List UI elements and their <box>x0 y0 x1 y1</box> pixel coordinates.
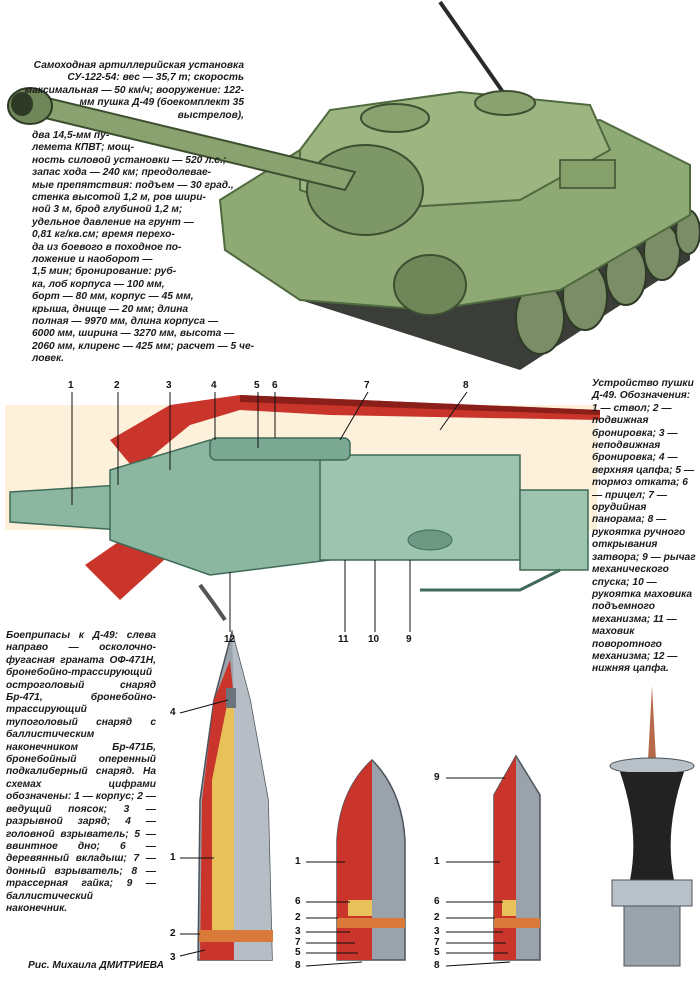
tank-caption-line: запас хода — 240 км; преодолевае- <box>32 167 212 179</box>
shell-callout: 8 <box>434 960 440 971</box>
shell3-band <box>494 918 540 928</box>
shell-callout: 5 <box>295 947 301 958</box>
tank-caption-line: полная — 9970 мм, длина корпуса — <box>32 316 219 327</box>
shell-callout: 2 <box>295 912 301 923</box>
breech-rear <box>520 490 588 570</box>
gun-caption: Устройство пушки Д-49. Обозначения: 1 — ствол; 2 — подвижная бронировка; 3 — неподвижная бронировка; 4 — верхняя цапфа; 5 — тормоз отката; 6 — прицел; 7 — орудийная панорама; 8 — рукоятка ручного открывания затвора; 9 — рычаг механического спуска; 10 — рукоятка маховика подъемного механизма; 11 — маховик поворотного механизма; 12 — нижняя цапфа. <box>592 378 696 675</box>
gun-callout: 3 <box>166 380 172 391</box>
sabot-top <box>610 758 694 774</box>
shell-callout: 9 <box>434 772 440 783</box>
shell-callout: 2 <box>434 912 440 923</box>
elevation-handwheel <box>408 530 452 550</box>
shell-callout: 1 <box>170 852 176 863</box>
gun-callout: 8 <box>463 380 469 391</box>
penetrator-tip <box>648 686 656 760</box>
shell-callout: 2 <box>170 928 176 939</box>
tank-caption-line: два 14,5-мм пу- <box>32 130 110 141</box>
shell-br-471b <box>494 756 540 960</box>
tank-caption-line: крыша, днище — 20 мм; длина <box>32 303 189 315</box>
leader-line <box>306 962 362 966</box>
ammo-caption: Боеприпасы к Д-49: слева направо — осколочно-фугасная граната ОФ-471Н, бронебойно-трассирующий остроголовый снаряд Бр-471, бронебойно-трассирующий тупоголовый снаряд с баллистическим наконечником Бр-471Б, бронебойный оперенный подкалиберный снаряд. На схемах цифрами обозначены: 1 — корпус; 2 — ведущий поясок; 3 — разрывной заряд; 4 — головной взрыватель; 5 — ввинтное дно; 6 — деревянный вкладыш; 7 — донный взрыватель; 8 — трассерная гайка; 9 — баллистический наконечник. <box>6 630 156 914</box>
mg-mount <box>475 91 535 115</box>
shell-br-471 <box>337 760 405 960</box>
fin-assembly <box>624 906 680 966</box>
shell-callout: 6 <box>295 896 301 907</box>
shell-callout: 3 <box>434 926 440 937</box>
tank-caption-line: ность силовой установки — 520 л.с.; <box>32 154 227 166</box>
gun-callout: 12 <box>224 634 236 645</box>
gun-callout: 2 <box>114 380 120 391</box>
tank-caption-line: ной 3 м, брод глубиной 1,2 м; <box>32 204 183 216</box>
shell1-band <box>199 930 273 942</box>
shell-callout: 1 <box>295 856 301 867</box>
tank-caption-line: 0,81 кг/кв.см; время перехо- <box>32 229 175 241</box>
tank-caption-line: стенка высотой 1,2 м, ров шири- <box>32 192 206 203</box>
tank-caption-line: ловек. <box>32 353 64 365</box>
tank-caption-line: лемета КПВТ; мощ- <box>32 142 135 154</box>
tank-caption-line: 1,5 мин; бронирование: руб- <box>32 266 177 278</box>
shell2-band <box>337 918 405 928</box>
gun-callout: 6 <box>272 380 278 391</box>
recoil-brake <box>210 438 350 460</box>
gun-callout: 9 <box>406 634 412 645</box>
shell-of-471n <box>198 632 273 960</box>
gun-callout: 10 <box>368 634 380 645</box>
shell1-fuze <box>226 688 236 708</box>
gun-mantlet <box>307 145 423 235</box>
tank-caption-line: да из боевого в походное по- <box>32 241 182 253</box>
illustration-credit: Рис. Михаила ДМИТРИЕВА <box>28 960 164 971</box>
tank-caption-line: 2060 мм, клиренс — 425 мм; расчет — 5 че- <box>32 340 255 352</box>
tank-caption-line: борт — 80 мм, корпус — 45 мм, <box>32 291 194 303</box>
sabot-body <box>620 772 684 880</box>
cutaway-barrel <box>10 485 120 530</box>
cable <box>200 585 225 620</box>
gun-callout: 5 <box>254 380 260 391</box>
shell-callout: 1 <box>434 856 440 867</box>
linkage-pipe <box>420 570 560 590</box>
shell3-cut <box>494 756 516 960</box>
shell-callout: 6 <box>434 896 440 907</box>
shell-callout: 4 <box>170 707 176 718</box>
shell2-filler <box>348 900 372 916</box>
tank-caption-line: мые препятствия: подъем — 30 град., <box>32 179 234 191</box>
tank-caption-line: ложение и наоборот — <box>32 254 153 265</box>
sabot-base <box>612 880 692 906</box>
shell-callout: 3 <box>295 926 301 937</box>
storage-box <box>560 160 615 188</box>
leader-line <box>446 962 510 966</box>
shell1-highlight <box>232 632 272 960</box>
shell-callout: 5 <box>434 947 440 958</box>
shell3-filler <box>502 900 516 916</box>
gun-callout: 11 <box>338 634 349 645</box>
antenna <box>440 2 505 95</box>
shell-callout: 7 <box>434 937 440 948</box>
gun-callout: 7 <box>364 380 370 391</box>
shell-callout: 8 <box>295 960 301 971</box>
shell-callout: 7 <box>295 937 301 948</box>
tank-caption-line: удельное давление на грунт — <box>32 216 194 228</box>
gun-callout: 1 <box>68 380 74 391</box>
shell-apfsds <box>610 686 694 966</box>
shell2-cut <box>337 760 372 960</box>
idler-wheel <box>394 255 466 315</box>
shell-callout: 3 <box>170 952 176 963</box>
tank-caption-line: 6000 мм, ширина — 3270 мм, высота — <box>32 328 235 340</box>
gun-cutaway <box>5 392 600 632</box>
gun-callout: 4 <box>211 380 217 391</box>
tank-caption-line: ка, лоб корпуса — 100 мм, <box>32 278 165 290</box>
cupola <box>361 104 429 132</box>
tank-caption-top: Самоходная артиллерийская установка СУ-122-54: вес — 35,7 т; скорость максимальная — 50 км/ч; вооружение: 122-мм пушка Д-49 (боекомплект 35 выстрелов), <box>24 60 244 121</box>
